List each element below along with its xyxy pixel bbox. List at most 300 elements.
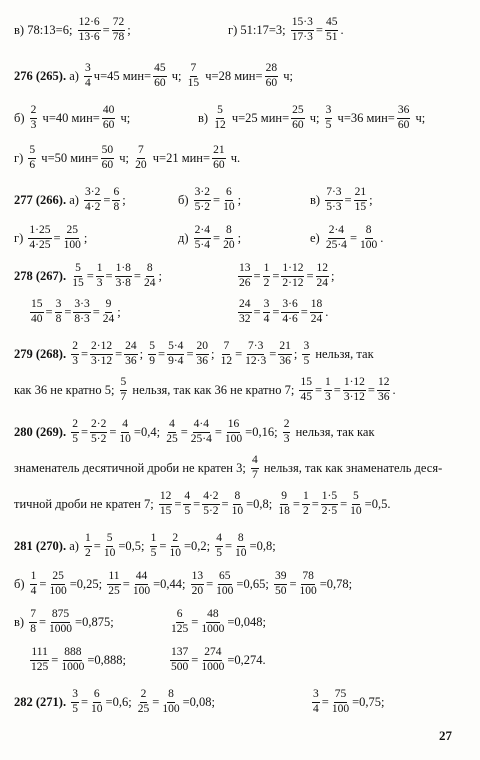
numerator: 5 <box>352 491 360 505</box>
denominator: 60 <box>101 158 114 171</box>
denominator: 5 <box>325 118 332 131</box>
numerator: 2·12 <box>90 341 113 355</box>
fraction <box>283 419 291 445</box>
denominator: 5 <box>150 546 157 559</box>
fraction <box>251 455 259 481</box>
text-run: = <box>292 496 300 511</box>
denominator: 5 <box>216 546 222 559</box>
fraction <box>302 491 310 517</box>
numerator: 12 <box>377 377 391 391</box>
text-line <box>0 640 480 680</box>
text-run: =0,44; <box>153 576 189 591</box>
denominator: 10 <box>119 432 131 445</box>
fraction <box>263 263 271 289</box>
fraction <box>161 689 180 715</box>
fraction <box>316 263 330 289</box>
numerator: 3 <box>55 299 63 313</box>
fraction <box>238 299 252 325</box>
fraction <box>277 491 291 517</box>
denominator: 25·4 <box>325 238 347 251</box>
denominator: 1000 <box>61 660 85 673</box>
text-run: г) 51:17=3; <box>228 22 289 37</box>
fraction <box>150 533 158 559</box>
text-run: =0,8; <box>249 538 276 553</box>
text-run: =0,78; <box>319 576 353 591</box>
text-line <box>0 10 480 50</box>
denominator: 25 <box>137 702 150 715</box>
numerator: 4 <box>215 533 223 547</box>
fraction <box>349 491 363 517</box>
fraction <box>224 419 243 445</box>
text-run: = <box>333 382 341 397</box>
numerator: 45 <box>325 17 339 31</box>
numerator: 6 <box>176 609 184 623</box>
numerator: 7 <box>190 63 198 77</box>
denominator: 500 <box>171 660 189 673</box>
text-run: . <box>392 382 396 397</box>
fraction <box>263 299 271 325</box>
fraction <box>84 533 92 559</box>
denominator: 25 <box>166 432 178 445</box>
denominator: 3·12 <box>343 390 365 403</box>
text-run: = <box>253 268 261 283</box>
text-run: =0,274. <box>227 652 266 667</box>
fraction <box>28 225 51 251</box>
numerator: 274 <box>203 647 222 661</box>
text-run: = <box>86 268 94 283</box>
text-run: = <box>80 346 89 361</box>
denominator: 7 <box>120 390 127 403</box>
text-run: = <box>133 268 141 283</box>
numerator: 3·2 <box>84 187 101 201</box>
denominator: 8 <box>113 200 120 213</box>
fraction <box>134 145 148 171</box>
numerator: 3·6 <box>281 299 298 313</box>
denominator: 2 <box>263 276 270 289</box>
denominator: 1000 <box>201 622 225 635</box>
text-run: = <box>93 538 101 553</box>
text-run: = <box>289 576 297 591</box>
numerator: 1 <box>324 377 332 391</box>
denominator: 100 <box>331 702 350 715</box>
denominator: 100 <box>63 238 81 251</box>
fraction <box>118 419 132 445</box>
denominator: 9·4 <box>168 354 184 367</box>
numerator: 25 <box>51 571 65 585</box>
numerator: 8 <box>365 225 373 239</box>
numerator: 4 <box>121 419 129 433</box>
fraction <box>165 419 179 445</box>
fraction <box>187 63 201 89</box>
numerator: 4·2 <box>202 491 219 505</box>
denominator: 2·5 <box>321 504 338 517</box>
fraction <box>244 341 267 367</box>
denominator: 4·25 <box>29 238 51 251</box>
text-run: = <box>311 496 319 511</box>
exercise-number: 280 (269). <box>14 424 67 439</box>
denominator: 20 <box>191 584 204 597</box>
numerator: 13 <box>191 571 205 585</box>
fraction <box>299 377 313 403</box>
denominator: 60 <box>102 118 115 131</box>
text-run: =0,5; <box>118 538 148 553</box>
numerator: 5 <box>120 377 128 391</box>
text-run: е) <box>310 230 323 245</box>
denominator: 20 <box>135 158 147 171</box>
text-run: д) <box>178 230 192 245</box>
fraction <box>90 689 104 715</box>
numerator: 1 <box>302 491 310 505</box>
text-run: = <box>213 230 221 245</box>
text-run: =0,08; <box>182 694 216 709</box>
fraction <box>325 105 333 131</box>
numerator: 5 <box>216 105 224 119</box>
text-run: =0,16; <box>245 424 281 439</box>
numerator: 4 <box>183 491 191 505</box>
numerator: 2·4 <box>194 225 211 239</box>
fraction <box>102 105 116 131</box>
denominator: 2 <box>85 546 91 559</box>
fraction <box>265 63 279 89</box>
fraction <box>274 571 288 597</box>
text-run: ; <box>83 230 88 245</box>
fraction <box>84 187 101 213</box>
fraction <box>215 571 234 597</box>
fraction <box>63 225 82 251</box>
denominator: 3 <box>325 390 331 403</box>
denominator: 3 <box>72 354 78 367</box>
text-run: тичной дроби не кратен 7; <box>14 496 157 511</box>
text-run: = <box>115 346 123 361</box>
fraction <box>73 299 90 325</box>
denominator: 4·2 <box>85 200 101 213</box>
denominator: 24 <box>143 276 156 289</box>
text-run: =0,048; <box>227 614 266 629</box>
text-run: г) <box>14 230 27 245</box>
fraction <box>153 63 167 89</box>
numerator: 50 <box>101 145 115 159</box>
denominator: 32 <box>239 312 251 325</box>
text-run: в) <box>14 614 28 629</box>
denominator: 4 <box>313 702 319 715</box>
text-run: . <box>325 304 329 319</box>
fraction <box>78 17 101 43</box>
numerator: 7·3 <box>247 341 264 355</box>
text-run <box>66 426 69 439</box>
fraction <box>191 571 205 597</box>
numerator: 9 <box>280 491 288 505</box>
text-run: б) <box>14 576 28 591</box>
denominator: 10 <box>235 546 247 559</box>
numerator: 5 <box>148 341 156 355</box>
text-run: = <box>80 424 89 439</box>
fraction <box>112 187 120 213</box>
fraction <box>302 341 310 367</box>
numerator: 2 <box>71 341 79 355</box>
numerator: 5·4 <box>167 341 184 355</box>
denominator: 60 <box>154 76 166 89</box>
numerator: 4·4 <box>193 419 210 433</box>
fraction <box>397 105 411 131</box>
fraction <box>331 689 350 715</box>
fraction <box>325 225 348 251</box>
denominator: 1000 <box>49 622 73 635</box>
fraction <box>196 341 210 367</box>
line-segment <box>198 98 425 138</box>
text-run: а) <box>66 68 83 83</box>
text-run: =0,2; <box>183 538 214 553</box>
text-run: ; <box>369 192 373 207</box>
text-line <box>0 218 480 258</box>
line-segment <box>310 682 384 722</box>
denominator: 50 <box>274 584 287 597</box>
fraction <box>132 571 151 597</box>
text-run: а) <box>66 192 83 207</box>
text-run: = <box>367 382 375 397</box>
text-run: = <box>306 268 314 283</box>
text-line <box>0 526 480 566</box>
numerator: 40 <box>102 105 116 119</box>
denominator: 26 <box>239 276 251 289</box>
text-run: ч=50 мин= <box>38 150 99 165</box>
line-segment <box>236 256 335 296</box>
text-run: ч. <box>227 150 241 165</box>
denominator: 5·3 <box>326 200 342 213</box>
text-run: б) <box>14 110 28 125</box>
text-run: ч=40 мин= <box>39 110 100 125</box>
line-segment <box>28 292 121 332</box>
numerator: 8 <box>225 225 233 239</box>
text-line <box>0 370 480 410</box>
denominator: 2·12 <box>282 276 304 289</box>
denominator: 60 <box>292 118 304 131</box>
text-run: = <box>38 614 47 629</box>
denominator: 8·3 <box>74 312 90 325</box>
denominator: 12 <box>214 118 226 131</box>
numerator: 21 <box>212 145 226 159</box>
text-run: = <box>340 496 348 511</box>
denominator: 5·4 <box>194 238 210 251</box>
numerator: 5 <box>106 533 114 547</box>
numerator: 39 <box>274 571 288 585</box>
numerator: 1·12 <box>343 377 366 391</box>
text-run: знаменатель десятичной дроби не кратен 3; <box>14 460 249 475</box>
denominator: 5 <box>303 354 310 367</box>
text-line <box>0 138 480 178</box>
line-segment <box>310 180 373 220</box>
text-run: ч; <box>116 150 133 165</box>
numerator: 4 <box>168 419 176 433</box>
exercise-number: 276 (265). <box>14 68 67 83</box>
line-segment <box>14 484 390 524</box>
numerator: 1·25 <box>28 225 51 239</box>
line-segment <box>310 218 383 258</box>
fraction <box>71 419 79 445</box>
text-run: =0,4; <box>133 424 164 439</box>
fraction <box>102 299 116 325</box>
numerator: 2 <box>140 689 148 703</box>
numerator: 2 <box>30 105 38 119</box>
line-segment <box>236 292 328 332</box>
text-run: = <box>51 652 59 667</box>
numerator: 36 <box>397 105 411 119</box>
text-run: нельзя, так как 36 не кратно 7; <box>129 382 298 397</box>
denominator: 10 <box>169 546 181 559</box>
fraction <box>291 17 314 43</box>
numerator: 13 <box>238 263 252 277</box>
line-segment <box>14 370 396 410</box>
denominator: 60 <box>397 118 410 131</box>
fraction <box>48 609 73 635</box>
denominator: 3·8 <box>115 276 131 289</box>
numerator: 9 <box>105 299 113 313</box>
fraction <box>137 689 151 715</box>
denominator: 3 <box>30 118 37 131</box>
fraction <box>170 647 189 673</box>
text-run: ; <box>139 346 147 361</box>
denominator: 8 <box>55 312 62 325</box>
line-segment <box>14 256 162 296</box>
numerator: 72 <box>112 17 126 31</box>
denominator: 100 <box>132 584 151 597</box>
text-line <box>0 682 480 722</box>
text-run: ; <box>211 346 218 361</box>
text-run: = <box>103 192 111 207</box>
fraction <box>291 105 305 131</box>
numerator: 1·5 <box>321 491 338 505</box>
text-run: = <box>109 424 117 439</box>
fraction <box>55 299 63 325</box>
text-run: = <box>53 230 61 245</box>
denominator: 2 <box>302 504 309 517</box>
denominator: 36 <box>125 354 137 367</box>
text-run: нельзя, так как знаменатель деся- <box>260 460 443 475</box>
numerator: 8 <box>146 263 154 277</box>
numerator: 1·8 <box>115 263 132 277</box>
text-run: нельзя, так <box>312 346 374 361</box>
denominator: 5 <box>72 702 78 715</box>
text-run: =0,5. <box>364 496 391 511</box>
numerator: 75 <box>334 689 348 703</box>
text-run: ч=28 мин= <box>202 68 263 83</box>
fraction <box>107 571 121 597</box>
fraction <box>194 225 211 251</box>
text-line <box>0 412 480 452</box>
text-run: ; <box>293 346 301 361</box>
denominator: 36 <box>279 354 291 367</box>
fraction <box>30 571 38 597</box>
text-line <box>0 292 480 332</box>
exercise-number: 278 (267). <box>14 268 67 283</box>
denominator: 25·4 <box>190 432 212 445</box>
text-run: ч=25 мин= <box>228 110 290 125</box>
numerator: 20 <box>196 341 210 355</box>
text-run: = <box>186 346 194 361</box>
text-line <box>0 180 480 220</box>
text-run: = <box>64 304 72 319</box>
denominator: 4 <box>263 312 270 325</box>
text-run: ; <box>331 268 335 283</box>
text-run: = <box>253 304 261 319</box>
numerator: 1 <box>84 533 92 547</box>
fraction <box>325 187 342 213</box>
text-run: как 36 не кратно 5; <box>14 382 118 397</box>
numerator: 1·12 <box>281 263 304 277</box>
denominator: 3 <box>283 432 290 445</box>
denominator: 10 <box>91 702 103 715</box>
fraction <box>120 377 128 403</box>
line-segment <box>14 10 131 50</box>
denominator: 1000 <box>201 660 225 673</box>
numerator: 24 <box>124 341 138 355</box>
denominator: 36 <box>377 390 390 403</box>
text-run: = <box>224 538 233 553</box>
fraction <box>96 263 104 289</box>
fraction <box>281 299 298 325</box>
text-run: = <box>122 576 130 591</box>
text-run <box>66 270 69 283</box>
line-segment <box>28 640 126 680</box>
fraction <box>29 609 37 635</box>
text-run: = <box>272 304 280 319</box>
numerator: 3 <box>84 63 92 77</box>
text-run: ч; <box>280 68 293 83</box>
fraction <box>148 341 156 367</box>
fraction <box>215 533 223 559</box>
numerator: 111 <box>30 647 48 661</box>
numerator: 21 <box>354 187 368 201</box>
numerator: 45 <box>153 63 167 77</box>
numerator: 3 <box>71 689 79 703</box>
line-segment <box>14 138 240 178</box>
text-run: = <box>300 304 308 319</box>
line-segment <box>14 682 215 722</box>
fraction <box>159 491 173 517</box>
numerator: 2 <box>171 533 179 547</box>
text-run: = <box>80 694 89 709</box>
denominator: 125 <box>31 660 49 673</box>
line-segment <box>14 218 87 258</box>
denominator: 4 <box>30 584 37 597</box>
denominator: 4 <box>85 76 91 89</box>
text-run: г) <box>14 150 27 165</box>
denominator: 24 <box>102 312 115 325</box>
numerator: 2 <box>283 419 291 433</box>
denominator: 9 <box>149 354 156 367</box>
text-run: = <box>315 22 323 37</box>
text-run: = <box>152 694 160 709</box>
numerator: 7 <box>222 341 230 355</box>
denominator: 5 <box>184 504 191 517</box>
denominator: 10 <box>223 200 235 213</box>
denominator: 5·2 <box>194 200 210 213</box>
text-run: . <box>340 22 344 37</box>
text-run: ч; <box>412 110 426 125</box>
numerator: 3 <box>302 341 310 355</box>
fraction <box>231 491 245 517</box>
numerator: 7 <box>29 609 37 623</box>
text-run: ; <box>158 268 162 283</box>
denominator: 100 <box>216 584 234 597</box>
text-run <box>66 696 69 709</box>
exercise-number: 282 (271). <box>14 694 67 709</box>
fraction <box>115 263 132 289</box>
line-segment <box>14 602 114 642</box>
denominator: 15 <box>72 276 84 289</box>
numerator: 1 <box>263 263 271 277</box>
text-run: ч=36 мин= <box>334 110 395 125</box>
fraction <box>90 419 107 445</box>
